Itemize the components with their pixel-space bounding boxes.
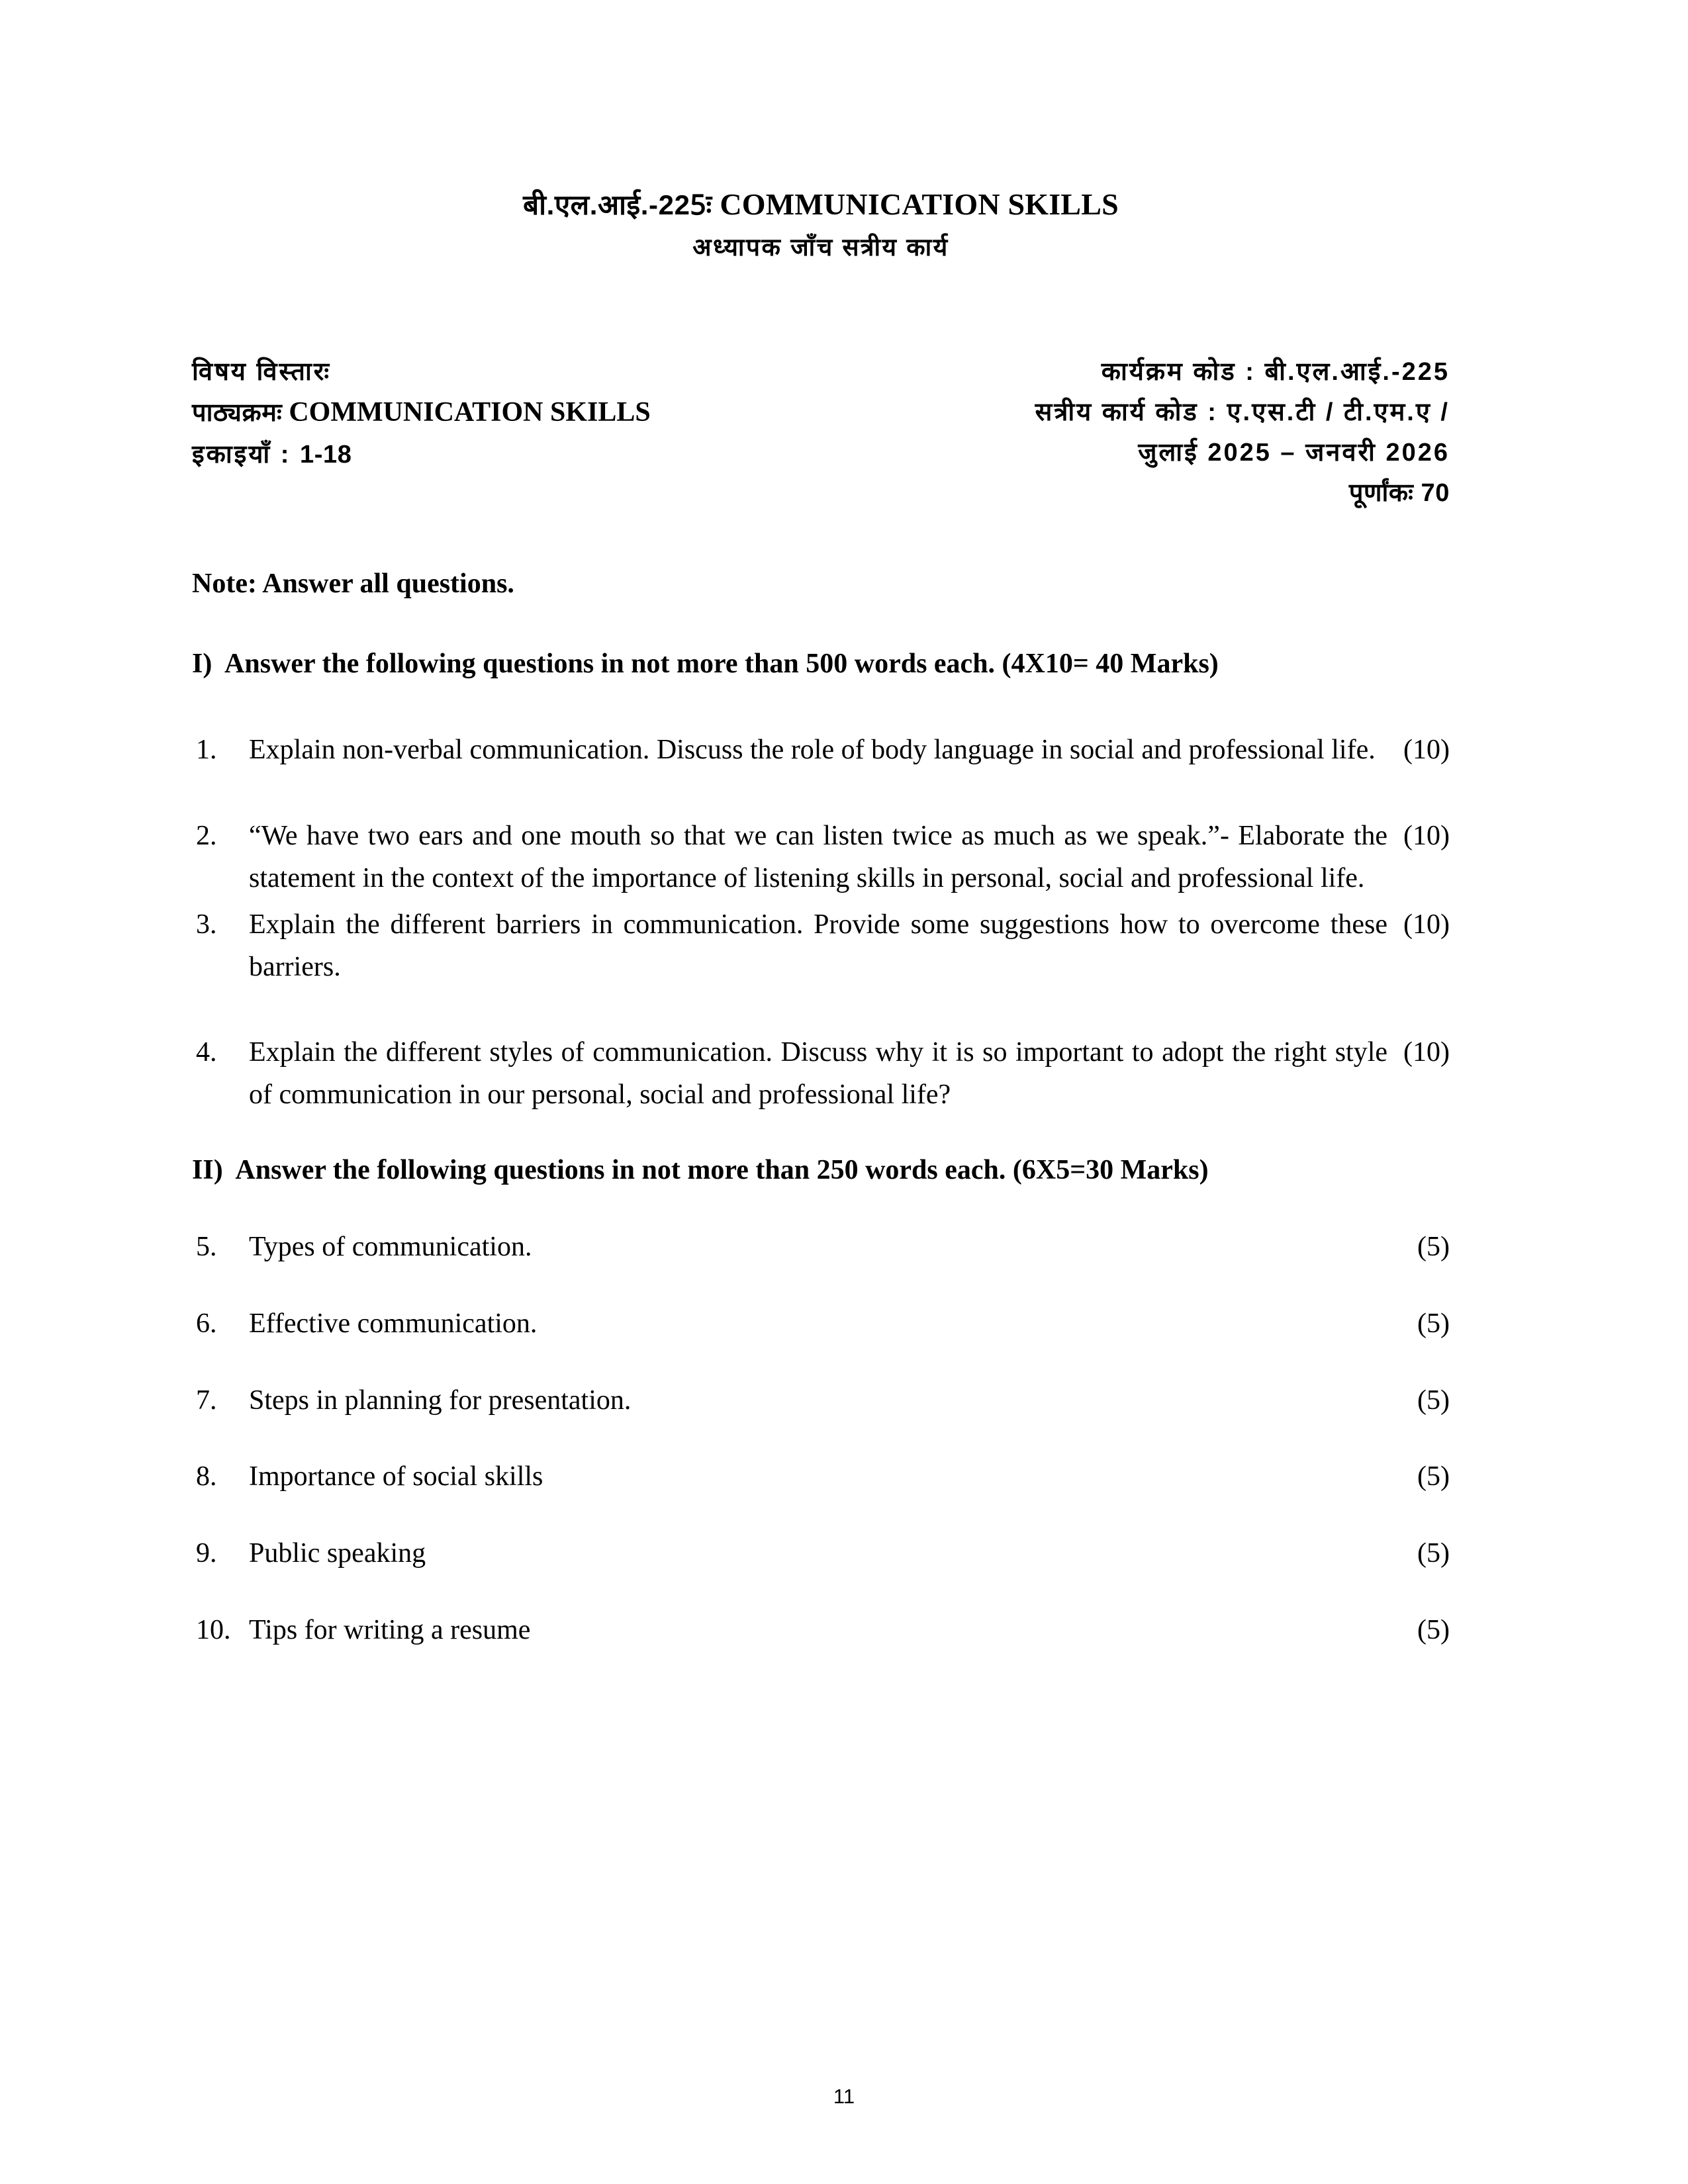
question-text: Importance of social skills: [249, 1461, 543, 1492]
question-number: 4.: [196, 1037, 217, 1068]
question-marks: (10): [1403, 909, 1450, 940]
meta-programme-code-text: कार्यक्रम कोड : बी.एल.आई.-225: [1101, 358, 1450, 387]
meta-assignment-code-text: सत्रीय कार्य कोड : ए.एस.टी / टी.एम.ए /: [1035, 398, 1450, 427]
question-body: [249, 815, 1450, 900]
question-text: Explain the different barriers in communication. Provide some suggestions how to overcome these barriers.: [249, 909, 1388, 982]
question-number: 10.: [196, 1615, 231, 1646]
meta-block: [192, 351, 1450, 512]
question-item: [192, 1303, 1450, 1345]
meta-course-value: COMMUNICATION SKILLS: [289, 397, 651, 428]
question-list-section-2: [192, 1226, 1450, 1652]
question-text: Types of communication.: [249, 1231, 532, 1262]
question-text: Explain non-verbal communication. Discuss the role of body language in social and professional life.: [249, 735, 1376, 766]
meta-left-column: [192, 351, 651, 474]
question-text: Explain the different styles of communication. Discuss why it is so important to adopt the right style of communication in our personal, social and professional life?: [249, 1037, 1388, 1111]
page-footer: [0, 2085, 1688, 2109]
meta-units-label: इकाइयाँ :: [192, 440, 300, 469]
meta-programme-code: [1035, 351, 1450, 392]
question-item: [192, 729, 1450, 772]
meta-units: [192, 434, 651, 475]
question-item: [192, 1032, 1450, 1116]
question-number: 8.: [196, 1461, 217, 1492]
meta-max-marks-text: पूर्णांकः 70: [1348, 478, 1450, 507]
question-number: 9.: [196, 1538, 217, 1569]
question-body: [249, 1032, 1450, 1116]
section-heading-2: [192, 1150, 1450, 1192]
page-title: [192, 187, 1450, 222]
meta-session-text: जुलाई 2025 – जनवरी 2026: [1138, 438, 1450, 467]
meta-subject-scope-label: विषय विस्तारः: [192, 358, 332, 387]
question-text: Effective communication.: [249, 1308, 538, 1339]
page-content: [192, 0, 1450, 1652]
question-marks: (10): [1403, 735, 1450, 766]
section-heading-1: [192, 643, 1450, 686]
question-number: 3.: [196, 909, 217, 940]
section-2-text: Answer the following questions in not more than 250 words each. (6X5=30 Marks): [235, 1155, 1209, 1186]
section-1-label: I): [192, 649, 212, 680]
question-body: [249, 729, 1450, 772]
question-item: [192, 1456, 1450, 1498]
question-marks: (5): [1417, 1615, 1450, 1646]
page-number: 11: [833, 2085, 855, 2108]
meta-session: [1035, 432, 1450, 473]
title-course-code: बी.एल.आई.-225ः: [523, 189, 712, 220]
question-body: [249, 904, 1450, 989]
meta-units-value: 1-18: [300, 440, 352, 469]
section-2-label: II): [192, 1155, 223, 1186]
page-subtitle: अध्यापक जाँच सत्रीय कार्य: [692, 234, 949, 261]
question-marks: (10): [1403, 821, 1450, 852]
question-text: Steps in planning for presentation.: [249, 1385, 632, 1416]
question-marks: (10): [1403, 1037, 1450, 1068]
question-text: “We have two ears and one mouth so that we can listen twice as much as we speak.”- Elaborate the statement in the context of the importance of listening skills in personal, social and professional life.: [249, 821, 1388, 893]
question-text: Tips for writing a resume: [249, 1615, 531, 1646]
question-item: [192, 1380, 1450, 1422]
question-marks: (5): [1417, 1461, 1450, 1492]
question-number: 5.: [196, 1231, 217, 1262]
question-marks: (5): [1417, 1308, 1450, 1339]
question-item: [192, 1610, 1450, 1652]
meta-assignment-code: [1035, 392, 1450, 432]
question-text: Public speaking: [249, 1538, 426, 1569]
question-marks: (5): [1417, 1538, 1450, 1569]
question-marks: (5): [1417, 1385, 1450, 1416]
question-number: 1.: [196, 735, 217, 766]
meta-subject-scope: [192, 351, 651, 392]
question-marks: (5): [1417, 1231, 1450, 1262]
question-item: [192, 815, 1450, 900]
meta-course: [192, 392, 651, 434]
title-block: [192, 0, 1450, 263]
meta-course-label: पाठ्यक्रमः: [192, 399, 283, 428]
question-item: [192, 1226, 1450, 1269]
section-1-text: Answer the following questions in not more than 500 words each. (4X10= 40 Marks): [224, 649, 1219, 680]
note-line: Note: Answer all questions.: [192, 569, 514, 600]
question-number: 6.: [196, 1308, 217, 1339]
title-course-name: COMMUNICATION SKILLS: [720, 187, 1119, 221]
question-number: 7.: [196, 1385, 217, 1416]
meta-max-marks: [1035, 473, 1450, 513]
question-item: [192, 904, 1450, 989]
question-list-section-1: [192, 729, 1450, 1116]
meta-right-column: [1035, 351, 1450, 512]
question-item: [192, 1533, 1450, 1575]
question-number: 2.: [196, 821, 217, 852]
